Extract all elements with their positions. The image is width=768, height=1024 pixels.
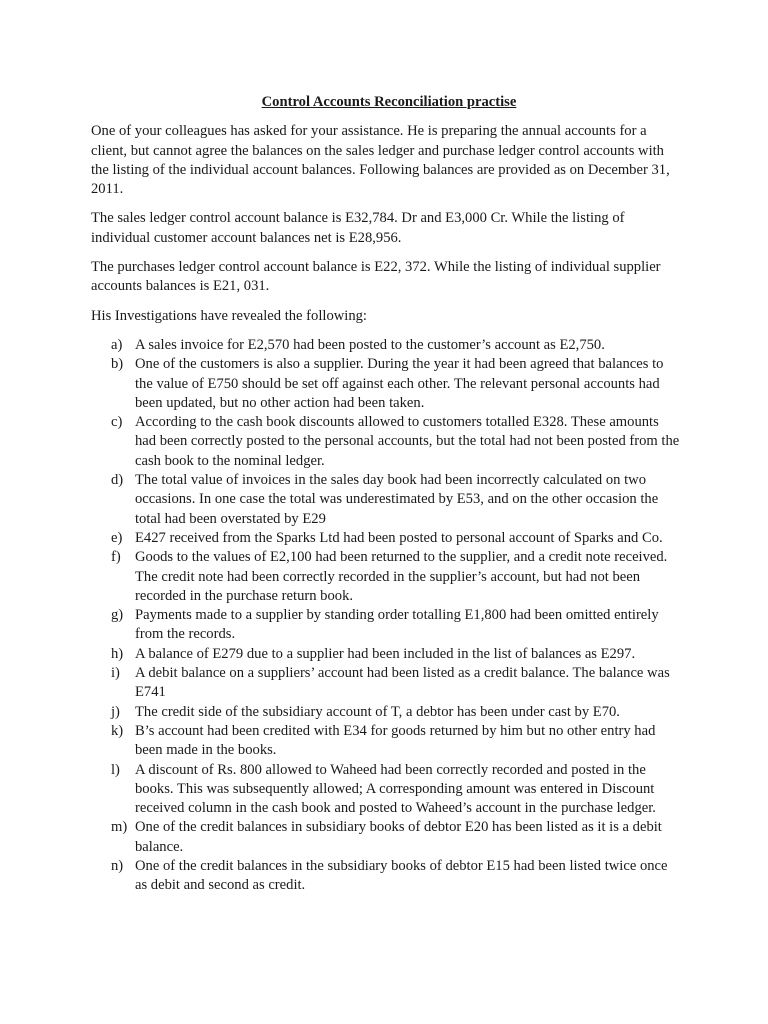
list-marker: l) — [111, 761, 120, 778]
list-item-text: One of the credit balances in subsidiary books of debtor E20 has been listed as it is a debit balance. — [135, 819, 662, 855]
list-item-text: Payments made to a supplier by standing order totalling E1,800 had been omitted entirely from the records. — [135, 607, 659, 643]
list-item-text: One of the customers is also a supplier. During the year it had been agreed that balances to the value of E750 should be set off against each other. The relevant personal accounts had been updated, but no other action had been taken. — [135, 356, 664, 411]
list-item-text: According to the cash book discounts allowed to customers totalled E328. These amounts had been correctly posted to the personal accounts, but the total had not been posted from the cash book to the nominal ledger. — [135, 414, 680, 469]
list-marker: b) — [111, 356, 124, 373]
list-item-text: A sales invoice for E2,570 had been posted to the customer’s account as E2,750. — [135, 336, 605, 353]
list-marker: e) — [111, 529, 123, 546]
list-item-text: E427 received from the Sparks Ltd had been posted to personal account of Sparks and Co. — [135, 529, 663, 546]
list-item-text: The credit side of the subsidiary account of T, a debtor has been under cast by E70. — [135, 703, 620, 720]
list-marker: j) — [111, 703, 120, 720]
document-body — [91, 93, 681, 896]
list-item — [91, 548, 681, 606]
list-marker: c) — [111, 414, 123, 431]
list-marker: m) — [111, 819, 128, 836]
list-item — [91, 722, 681, 761]
list-item — [91, 529, 681, 548]
list-marker: h) — [111, 645, 124, 662]
purchases-ledger-paragraph: The purchases ledger control account balance is E22, 372. While the listing of individual supplier accounts balances is E21, 031. — [91, 259, 661, 295]
findings-list — [91, 336, 681, 896]
list-item — [91, 645, 681, 664]
investigations-heading: His Investigations have revealed the following: — [91, 307, 367, 324]
list-item-text: The total value of invoices in the sales day book had been incorrectly calculated on two occasions. In one case the total was underestimated by E53, and on the other occasion the total had been overstated by E29 — [135, 472, 659, 527]
list-marker: f) — [111, 549, 121, 566]
list-item — [91, 413, 681, 471]
intro-paragraph: One of your colleagues has asked for your assistance. He is preparing the annual accounts for a client, but cannot agree the balances on the sales ledger and purchase ledger control accounts with the listing of the individual account balances. Following balances are provided as on December 31, 2011. — [91, 123, 670, 198]
list-item — [91, 664, 681, 703]
list-item-text: One of the credit balances in the subsidiary books of debtor E15 had been listed twice once as debit and second as credit. — [135, 857, 668, 894]
list-item-text: A discount of Rs. 800 allowed to Waheed had been correctly recorded and posted in the books. This was subsequently allowed; A corresponding amount was entered in Discount received column in the cash book and posted to Waheed’s account in the purchase ledger. — [135, 761, 656, 817]
list-item-text: Goods to the values of E2,100 had been returned to the supplier, and a credit note received. The credit note had been correctly recorded in the supplier’s account, but had not been recorded in the purchase return book. — [135, 549, 668, 604]
list-marker: k) — [111, 722, 124, 739]
document-title: Control Accounts Reconciliation practise — [261, 94, 517, 110]
list-marker: a) — [111, 336, 123, 353]
list-item — [91, 471, 681, 529]
list-marker: n) — [111, 857, 124, 874]
list-marker: g) — [111, 607, 124, 624]
sales-ledger-paragraph: The sales ledger control account balance is E32,784. Dr and E3,000 Cr. While the listing of individual customer account balances net is E28,956. — [91, 210, 625, 246]
list-item-text: B’s account had been credited with E34 for goods returned by him but no other entry had been made in the books. — [135, 722, 656, 759]
list-item — [91, 606, 681, 645]
list-item — [91, 818, 681, 857]
list-marker: i) — [111, 665, 120, 682]
list-item-text: A balance of E279 due to a supplier had been included in the list of balances as E297. — [135, 645, 636, 662]
list-item — [91, 703, 681, 722]
list-item — [91, 761, 681, 819]
list-marker: d) — [111, 472, 124, 489]
list-item — [91, 355, 681, 413]
list-item — [91, 336, 681, 355]
list-item — [91, 857, 681, 896]
list-item-text: A debit balance on a suppliers’ account had been listed as a credit balance. The balance was E741 — [135, 665, 670, 701]
